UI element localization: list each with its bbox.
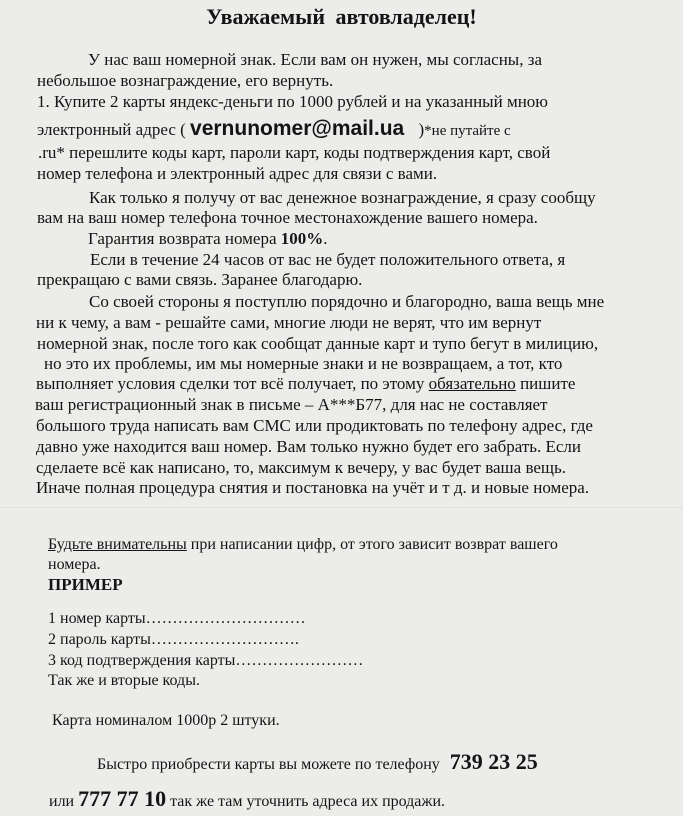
- buy-line: [97, 749, 538, 778]
- example-item: 1 номер карты…………………………: [48, 610, 306, 627]
- guarantee-percent: 100%: [280, 229, 324, 248]
- letter-line: сделаете всё как написано, то, максимум к вечеру, у вас будет ваша вещь.: [36, 458, 567, 477]
- example-heading: ПРИМЕР: [48, 575, 123, 594]
- letter-line: ни к чему, а вам - решайте сами, многие люди не верят, что им вернут: [36, 313, 542, 332]
- letter-line: но это их проблемы, им мы номерные знаки и не возвращаем, а тот, кто: [44, 354, 563, 373]
- phone-number-2: 777 77 10: [78, 786, 167, 811]
- underlined-word: обязательно: [428, 374, 516, 393]
- letter-note: *не путайте с: [424, 123, 511, 139]
- buy-line-2: [49, 786, 445, 815]
- letter-line: Иначе полная процедура снятия и постановка на учёт и т д. и новые номера.: [36, 478, 590, 497]
- letter-line: номер телефона и электронный адрес для связи с вами.: [37, 164, 438, 183]
- letter-text: электронный адрес (: [37, 120, 186, 139]
- letter-line: У нас ваш номерной знак. Если вам он нужен, мы согласны, за: [88, 50, 542, 69]
- letter-line-email: [37, 116, 511, 144]
- or-text: или: [49, 793, 75, 810]
- letter-line: вам на ваш номер телефона точное местонахождение вашего номера.: [37, 208, 538, 227]
- phone-number-1: 739 23 25: [449, 749, 538, 774]
- letter-line: Как только я получу от вас денежное вознаграждение, я сразу сообщу: [89, 188, 596, 207]
- letter-line: ваш регистрационный знак в письме – А***Б77, для нас не составляет: [35, 395, 548, 414]
- letter-text: .: [323, 229, 328, 248]
- example-item: 2 пароль карты……………………….: [48, 631, 299, 648]
- letter-line: номерной знак, после того как сообщат данные карт и тупо бегут в милицию,: [37, 334, 599, 353]
- buy-text-2: так же там уточнить адреса их продажи.: [170, 793, 446, 810]
- letter-text: выполняет условия сделки тот всё получает, по этому: [36, 374, 425, 393]
- example-item: 3 код подтверждения карты……………………: [48, 652, 364, 669]
- attention-phrase: Будьте внимательны: [48, 536, 187, 553]
- letter-line-guarantee: [88, 229, 328, 249]
- letter-line: давно уже находится ваш номер. Вам только нужно будет его забрать. Если: [36, 437, 582, 456]
- paper-fold: [0, 507, 683, 509]
- email-address: vernunomer@mail.ua: [190, 117, 405, 140]
- letter-line: Со своей стороны я поступлю порядочно и благородно, ваша вещь мне: [89, 292, 605, 311]
- letter-line: небольшое вознаграждение, его вернуть.: [37, 71, 334, 90]
- letter-line: прекращаю с вами связь. Заранее благодарю.: [37, 270, 363, 289]
- instruction-text: при написании цифр, от этого зависит возврат вашего: [190, 536, 558, 553]
- instruction-line: [48, 535, 558, 554]
- instruction-line: номера.: [48, 556, 101, 573]
- letter-line: большого труда написать вам СМС или продиктовать по телефону адрес, где: [36, 416, 593, 435]
- letter-text: пишите: [520, 374, 576, 393]
- example-item: Так же и вторые коды.: [48, 672, 200, 689]
- letter-line-underlined: [36, 374, 575, 394]
- letter-text: ): [418, 120, 425, 139]
- letter-text: Гарантия возврата номера: [88, 229, 277, 248]
- buy-text: Быстро приобрести карты вы можете по телефону: [97, 756, 440, 773]
- letter-line: 1. Купите 2 карты яндекс-деньги по 1000 рублей и на указанный мною: [37, 92, 548, 111]
- letter-line: .ru* перешлите коды карт, пароли карт, коды подтверждения карт, свой: [38, 143, 551, 162]
- card-value-line: Карта номиналом 1000р 2 штуки.: [52, 712, 280, 729]
- letter-title: Уважаемый автовладелец!: [206, 4, 477, 29]
- letter-line: Если в течение 24 часов от вас не будет положительного ответа, я: [90, 250, 566, 269]
